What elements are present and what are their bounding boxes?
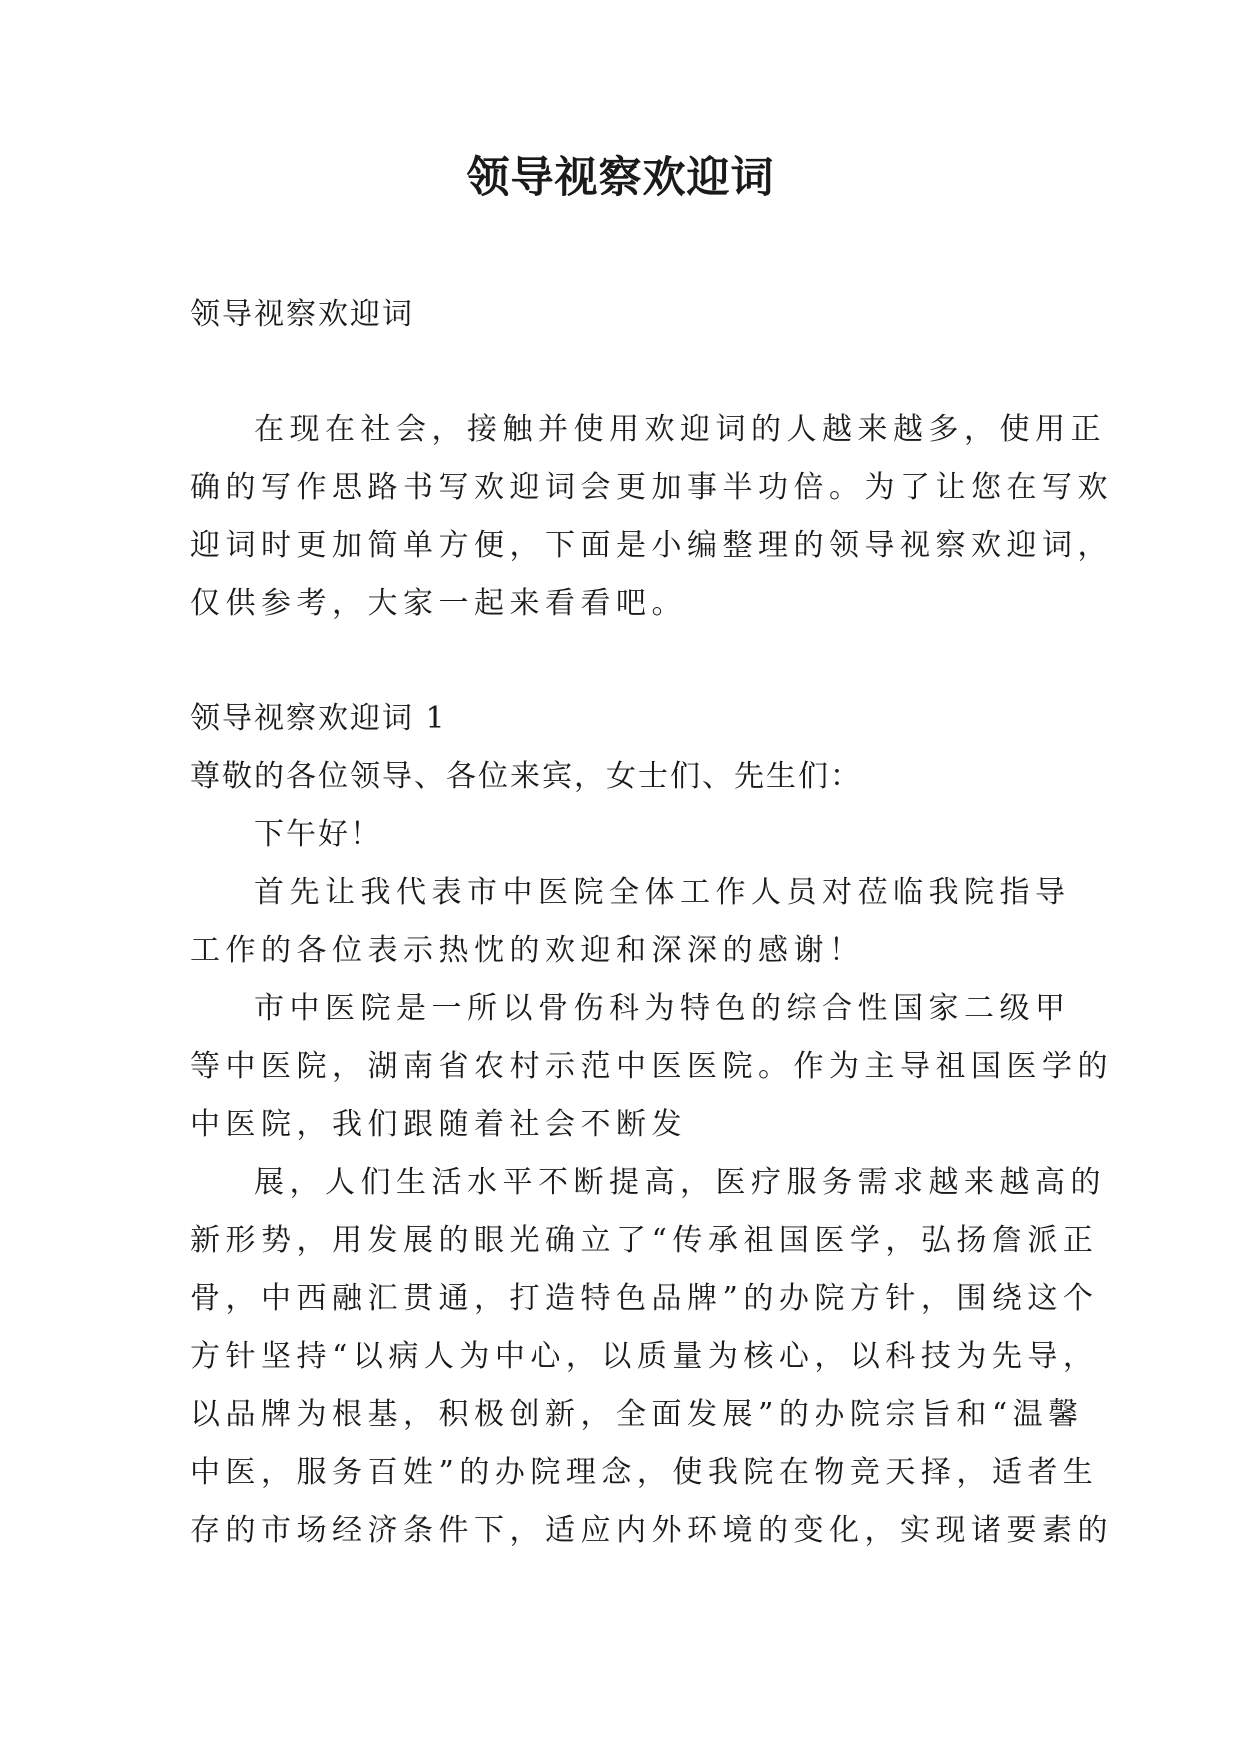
paragraph-line: 骨，中西融汇贯通，打造特色品牌”的办院方针，围绕这个 — [190, 1281, 1099, 1316]
section-heading: 领导视察欢迎词 1 — [190, 701, 447, 736]
paragraph-line: 新形势，用发展的眼光确立了“传承祖国医学，弘扬詹派正 — [190, 1223, 1099, 1258]
paragraph-line: 首先让我代表市中医院全体工作人员对莅临我院指导 — [254, 875, 1071, 910]
paragraph-line: 存的市场经济条件下，适应内外环境的变化，实现诸要素的 — [190, 1513, 1113, 1548]
greeting: 下午好！ — [254, 817, 382, 852]
intro-line: 在现在社会，接触并使用欢迎词的人越来越多，使用正 — [254, 412, 1106, 447]
intro-line: 确的写作思路书写欢迎词会更加事半功倍。为了让您在写欢 — [190, 470, 1113, 505]
paragraph-line: 方针坚持“以病人为中心，以质量为核心，以科技为先导， — [190, 1339, 1099, 1374]
paragraph-line: 展，人们生活水平不断提高，医疗服务需求越来越高的 — [254, 1165, 1106, 1200]
intro-line: 仅供参考，大家一起来看看吧。 — [190, 586, 687, 621]
intro-line: 迎词时更加简单方便，下面是小编整理的领导视察欢迎词， — [190, 528, 1113, 563]
paragraph-line: 中医院，我们跟随着社会不断发 — [190, 1107, 687, 1142]
document-title: 领导视察欢迎词 — [466, 153, 775, 203]
paragraph-line: 工作的各位表示热忱的欢迎和深深的感谢！ — [190, 933, 865, 968]
salutation: 尊敬的各位领导、各位来宾，女士们、先生们： — [190, 759, 862, 794]
paragraph-line: 中医，服务百姓”的办院理念，使我院在物竞天择，适者生 — [190, 1455, 1099, 1490]
paragraph-line: 市中医院是一所以骨伤科为特色的综合性国家二级甲 — [254, 991, 1071, 1026]
paragraph-line: 以品牌为根基，积极创新，全面发展”的办院宗旨和“温馨 — [190, 1397, 1084, 1432]
paragraph-line: 等中医院，湖南省农村示范中医医院。作为主导祖国医学的 — [190, 1049, 1113, 1084]
document-subtitle: 领导视察欢迎词 — [190, 297, 414, 332]
